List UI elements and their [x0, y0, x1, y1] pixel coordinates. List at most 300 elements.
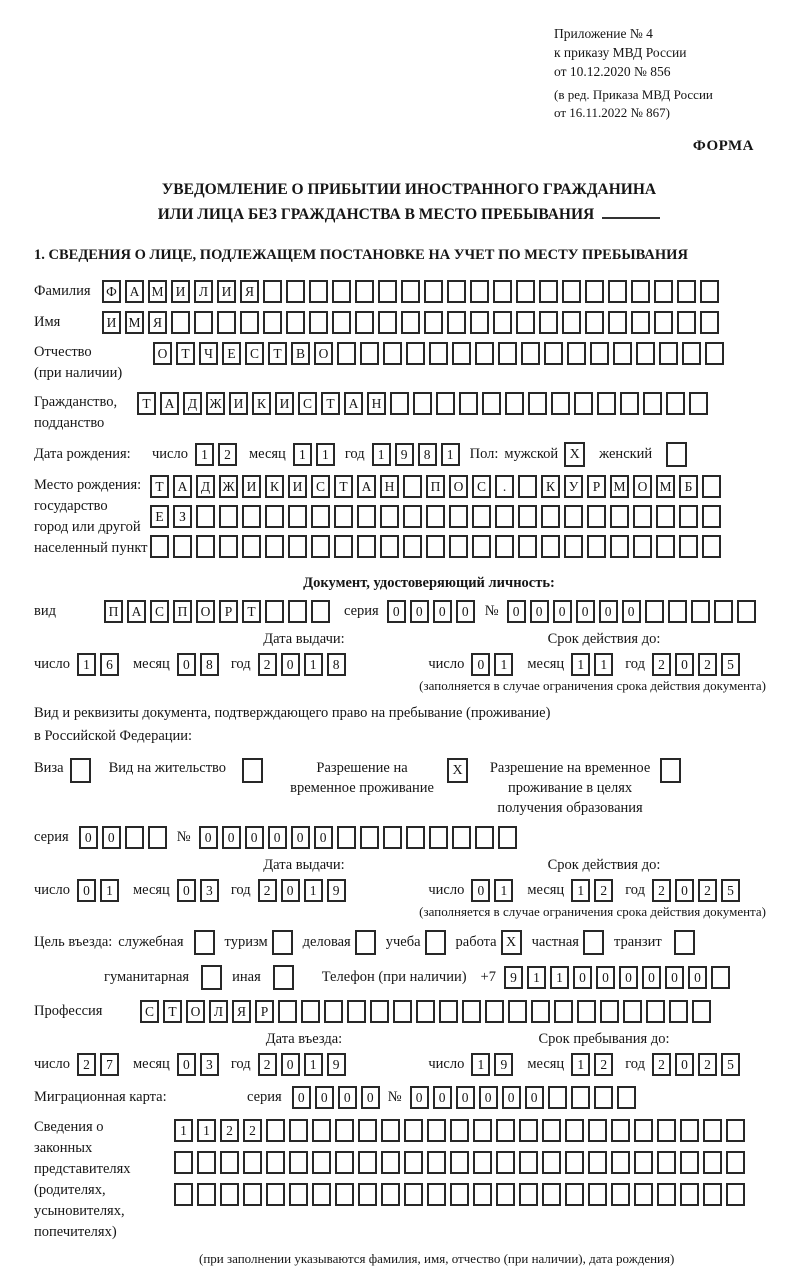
- char-box[interactable]: [436, 392, 455, 415]
- char-box[interactable]: Т: [268, 342, 287, 365]
- char-box[interactable]: [289, 1151, 308, 1174]
- char-box[interactable]: [220, 1151, 239, 1174]
- char-box[interactable]: [656, 505, 675, 528]
- char-box[interactable]: 1: [571, 653, 590, 676]
- char-box[interactable]: [406, 826, 425, 849]
- char-box[interactable]: [703, 1183, 722, 1206]
- char-box[interactable]: Л: [194, 280, 213, 303]
- char-box[interactable]: [677, 280, 696, 303]
- char-box[interactable]: И: [229, 392, 248, 415]
- char-box[interactable]: [309, 311, 328, 334]
- char-box[interactable]: 0: [79, 826, 98, 849]
- char-box[interactable]: [608, 280, 627, 303]
- char-box[interactable]: [562, 311, 581, 334]
- char-box[interactable]: [565, 1151, 584, 1174]
- char-box[interactable]: Е: [150, 505, 169, 528]
- char-box[interactable]: 2: [594, 1053, 613, 1076]
- char-box[interactable]: 0: [675, 653, 694, 676]
- char-box[interactable]: [240, 311, 259, 334]
- char-box[interactable]: [700, 311, 719, 334]
- char-box[interactable]: Ж: [219, 475, 238, 498]
- char-box[interactable]: [266, 1183, 285, 1206]
- char-box[interactable]: 2: [652, 1053, 671, 1076]
- char-box[interactable]: 1: [197, 1119, 216, 1142]
- char-box[interactable]: [611, 1119, 630, 1142]
- char-box[interactable]: [577, 1000, 596, 1023]
- char-box[interactable]: [539, 311, 558, 334]
- char-box[interactable]: [427, 1119, 446, 1142]
- char-box[interactable]: 0: [410, 600, 429, 623]
- char-box[interactable]: [450, 1183, 469, 1206]
- char-box[interactable]: [518, 535, 537, 558]
- char-box[interactable]: Т: [163, 1000, 182, 1023]
- char-box[interactable]: 1: [550, 966, 569, 989]
- char-box[interactable]: О: [196, 600, 215, 623]
- char-box[interactable]: [335, 1151, 354, 1174]
- char-box[interactable]: [266, 1119, 285, 1142]
- purpose-private-checkbox[interactable]: [583, 930, 604, 955]
- char-box[interactable]: [542, 1119, 561, 1142]
- char-box[interactable]: П: [426, 475, 445, 498]
- char-box[interactable]: [485, 1000, 504, 1023]
- char-box[interactable]: [381, 1151, 400, 1174]
- char-box[interactable]: С: [245, 342, 264, 365]
- char-box[interactable]: 1: [527, 966, 546, 989]
- char-box[interactable]: [337, 342, 356, 365]
- char-box[interactable]: 1: [293, 443, 312, 466]
- char-box[interactable]: [519, 1151, 538, 1174]
- char-box[interactable]: [324, 1000, 343, 1023]
- char-box[interactable]: 1: [471, 1053, 490, 1076]
- char-box[interactable]: Ч: [199, 342, 218, 365]
- char-box[interactable]: 3: [200, 1053, 219, 1076]
- char-box[interactable]: [390, 392, 409, 415]
- char-box[interactable]: [470, 311, 489, 334]
- char-box[interactable]: М: [610, 475, 629, 498]
- char-box[interactable]: 0: [665, 966, 684, 989]
- char-box[interactable]: [679, 535, 698, 558]
- char-box[interactable]: [470, 280, 489, 303]
- char-box[interactable]: [498, 826, 517, 849]
- char-box[interactable]: [516, 280, 535, 303]
- char-box[interactable]: Л: [209, 1000, 228, 1023]
- char-box[interactable]: [334, 535, 353, 558]
- char-box[interactable]: [265, 505, 284, 528]
- char-box[interactable]: [585, 280, 604, 303]
- char-box[interactable]: [311, 535, 330, 558]
- char-box[interactable]: [472, 505, 491, 528]
- char-box[interactable]: Р: [255, 1000, 274, 1023]
- char-box[interactable]: [355, 280, 374, 303]
- char-box[interactable]: [496, 1151, 515, 1174]
- char-box[interactable]: 0: [688, 966, 707, 989]
- purpose-transit-checkbox[interactable]: [674, 930, 695, 955]
- char-box[interactable]: [404, 1183, 423, 1206]
- char-box[interactable]: И: [171, 280, 190, 303]
- char-box[interactable]: [623, 1000, 642, 1023]
- char-box[interactable]: [347, 1000, 366, 1023]
- char-box[interactable]: 2: [218, 443, 237, 466]
- char-box[interactable]: [705, 342, 724, 365]
- char-box[interactable]: 0: [361, 1086, 380, 1109]
- char-box[interactable]: 0: [281, 653, 300, 676]
- char-box[interactable]: [403, 475, 422, 498]
- char-box[interactable]: [311, 505, 330, 528]
- char-box[interactable]: 0: [268, 826, 287, 849]
- char-box[interactable]: Я: [232, 1000, 251, 1023]
- char-box[interactable]: [633, 535, 652, 558]
- char-box[interactable]: Д: [183, 392, 202, 415]
- char-box[interactable]: Т: [334, 475, 353, 498]
- char-box[interactable]: [312, 1119, 331, 1142]
- char-box[interactable]: А: [125, 280, 144, 303]
- char-box[interactable]: 0: [456, 600, 475, 623]
- char-box[interactable]: [173, 535, 192, 558]
- char-box[interactable]: [634, 1119, 653, 1142]
- char-box[interactable]: 0: [675, 1053, 694, 1076]
- char-box[interactable]: [620, 392, 639, 415]
- char-box[interactable]: [610, 535, 629, 558]
- char-box[interactable]: О: [153, 342, 172, 365]
- char-box[interactable]: [197, 1183, 216, 1206]
- char-box[interactable]: [682, 342, 701, 365]
- char-box[interactable]: [332, 280, 351, 303]
- char-box[interactable]: [703, 1119, 722, 1142]
- char-box[interactable]: О: [633, 475, 652, 498]
- char-box[interactable]: [689, 392, 708, 415]
- char-box[interactable]: [174, 1183, 193, 1206]
- char-box[interactable]: И: [102, 311, 121, 334]
- char-box[interactable]: А: [357, 475, 376, 498]
- char-box[interactable]: [528, 392, 547, 415]
- char-box[interactable]: [656, 535, 675, 558]
- char-box[interactable]: [645, 600, 664, 623]
- char-box[interactable]: 8: [327, 653, 346, 676]
- char-box[interactable]: 0: [471, 653, 490, 676]
- char-box[interactable]: [677, 311, 696, 334]
- char-box[interactable]: [631, 311, 650, 334]
- char-box[interactable]: [611, 1183, 630, 1206]
- char-box[interactable]: [312, 1183, 331, 1206]
- char-box[interactable]: [242, 535, 261, 558]
- char-box[interactable]: [588, 1183, 607, 1206]
- char-box[interactable]: [266, 1151, 285, 1174]
- char-box[interactable]: 2: [258, 653, 277, 676]
- char-box[interactable]: [585, 311, 604, 334]
- char-box[interactable]: [617, 1086, 636, 1109]
- char-box[interactable]: [378, 311, 397, 334]
- char-box[interactable]: [654, 311, 673, 334]
- char-box[interactable]: С: [472, 475, 491, 498]
- char-box[interactable]: Я: [148, 311, 167, 334]
- char-box[interactable]: 2: [698, 653, 717, 676]
- char-box[interactable]: [289, 1183, 308, 1206]
- char-box[interactable]: Я: [240, 280, 259, 303]
- char-box[interactable]: 1: [372, 443, 391, 466]
- char-box[interactable]: [548, 1086, 567, 1109]
- char-box[interactable]: [495, 535, 514, 558]
- char-box[interactable]: [475, 826, 494, 849]
- char-box[interactable]: 0: [576, 600, 595, 623]
- char-box[interactable]: Б: [679, 475, 698, 498]
- char-box[interactable]: 0: [619, 966, 638, 989]
- residence-permit-checkbox[interactable]: [242, 758, 263, 783]
- char-box[interactable]: [643, 392, 662, 415]
- char-box[interactable]: [493, 280, 512, 303]
- char-box[interactable]: [544, 342, 563, 365]
- temp-residence-checkbox[interactable]: X: [447, 758, 468, 783]
- char-box[interactable]: 0: [507, 600, 526, 623]
- char-box[interactable]: К: [265, 475, 284, 498]
- char-box[interactable]: [587, 535, 606, 558]
- char-box[interactable]: 0: [410, 1086, 429, 1109]
- char-box[interactable]: [424, 280, 443, 303]
- sex-male-checkbox[interactable]: X: [564, 442, 585, 467]
- char-box[interactable]: [148, 826, 167, 849]
- char-box[interactable]: [714, 600, 733, 623]
- char-box[interactable]: [286, 311, 305, 334]
- char-box[interactable]: 0: [530, 600, 549, 623]
- temp-residence-education-checkbox[interactable]: [660, 758, 681, 783]
- char-box[interactable]: 0: [177, 1053, 196, 1076]
- char-box[interactable]: [196, 535, 215, 558]
- char-box[interactable]: [473, 1119, 492, 1142]
- char-box[interactable]: 0: [291, 826, 310, 849]
- char-box[interactable]: И: [288, 475, 307, 498]
- char-box[interactable]: 2: [652, 653, 671, 676]
- char-box[interactable]: [516, 311, 535, 334]
- char-box[interactable]: [449, 505, 468, 528]
- char-box[interactable]: [588, 1151, 607, 1174]
- char-box[interactable]: [335, 1119, 354, 1142]
- char-box[interactable]: [426, 535, 445, 558]
- char-box[interactable]: [518, 505, 537, 528]
- char-box[interactable]: [518, 475, 537, 498]
- char-box[interactable]: 0: [573, 966, 592, 989]
- char-box[interactable]: Т: [150, 475, 169, 498]
- char-box[interactable]: [242, 505, 261, 528]
- char-box[interactable]: М: [125, 311, 144, 334]
- char-box[interactable]: [332, 311, 351, 334]
- char-box[interactable]: [657, 1183, 676, 1206]
- char-box[interactable]: [531, 1000, 550, 1023]
- char-box[interactable]: [383, 342, 402, 365]
- char-box[interactable]: [125, 826, 144, 849]
- char-box[interactable]: [452, 342, 471, 365]
- char-box[interactable]: Ф: [102, 280, 121, 303]
- char-box[interactable]: [691, 600, 710, 623]
- char-box[interactable]: [450, 1119, 469, 1142]
- purpose-official-checkbox[interactable]: [194, 930, 215, 955]
- char-box[interactable]: 0: [525, 1086, 544, 1109]
- char-box[interactable]: 0: [315, 1086, 334, 1109]
- char-box[interactable]: [413, 392, 432, 415]
- char-box[interactable]: Е: [222, 342, 241, 365]
- purpose-study-checkbox[interactable]: [425, 930, 446, 955]
- char-box[interactable]: 0: [177, 879, 196, 902]
- char-box[interactable]: [668, 600, 687, 623]
- purpose-business-checkbox[interactable]: [355, 930, 376, 955]
- char-box[interactable]: 1: [195, 443, 214, 466]
- char-box[interactable]: 2: [243, 1119, 262, 1142]
- char-box[interactable]: [263, 280, 282, 303]
- char-box[interactable]: [542, 1183, 561, 1206]
- char-box[interactable]: [634, 1151, 653, 1174]
- char-box[interactable]: 0: [433, 600, 452, 623]
- char-box[interactable]: 0: [338, 1086, 357, 1109]
- char-box[interactable]: [594, 1086, 613, 1109]
- char-box[interactable]: [611, 1151, 630, 1174]
- char-box[interactable]: [587, 505, 606, 528]
- char-box[interactable]: [393, 1000, 412, 1023]
- char-box[interactable]: 0: [596, 966, 615, 989]
- char-box[interactable]: [171, 311, 190, 334]
- char-box[interactable]: [654, 280, 673, 303]
- char-box[interactable]: [309, 280, 328, 303]
- visa-checkbox[interactable]: [70, 758, 91, 783]
- char-box[interactable]: П: [104, 600, 123, 623]
- char-box[interactable]: [636, 342, 655, 365]
- char-box[interactable]: К: [541, 475, 560, 498]
- char-box[interactable]: 1: [571, 879, 590, 902]
- char-box[interactable]: 1: [304, 653, 323, 676]
- char-box[interactable]: 1: [494, 653, 513, 676]
- char-box[interactable]: 2: [258, 879, 277, 902]
- char-box[interactable]: [680, 1119, 699, 1142]
- char-box[interactable]: [381, 1183, 400, 1206]
- char-box[interactable]: [493, 311, 512, 334]
- char-box[interactable]: Р: [587, 475, 606, 498]
- char-box[interactable]: С: [140, 1000, 159, 1023]
- char-box[interactable]: [381, 1119, 400, 1142]
- char-box[interactable]: [288, 535, 307, 558]
- char-box[interactable]: 2: [77, 1053, 96, 1076]
- char-box[interactable]: [692, 1000, 711, 1023]
- char-box[interactable]: [680, 1183, 699, 1206]
- char-box[interactable]: [475, 342, 494, 365]
- char-box[interactable]: [450, 1151, 469, 1174]
- char-box[interactable]: И: [217, 280, 236, 303]
- char-box[interactable]: [539, 280, 558, 303]
- char-box[interactable]: 0: [245, 826, 264, 849]
- char-box[interactable]: 0: [281, 1053, 300, 1076]
- char-box[interactable]: [610, 505, 629, 528]
- char-box[interactable]: [565, 1183, 584, 1206]
- char-box[interactable]: [358, 1151, 377, 1174]
- char-box[interactable]: [289, 1119, 308, 1142]
- char-box[interactable]: 0: [456, 1086, 475, 1109]
- char-box[interactable]: [631, 280, 650, 303]
- char-box[interactable]: [679, 505, 698, 528]
- char-box[interactable]: 1: [77, 653, 96, 676]
- char-box[interactable]: Т: [137, 392, 156, 415]
- char-box[interactable]: [597, 392, 616, 415]
- char-box[interactable]: 1: [174, 1119, 193, 1142]
- char-box[interactable]: С: [150, 600, 169, 623]
- char-box[interactable]: [278, 1000, 297, 1023]
- char-box[interactable]: 1: [441, 443, 460, 466]
- char-box[interactable]: [360, 342, 379, 365]
- char-box[interactable]: [288, 505, 307, 528]
- char-box[interactable]: 1: [571, 1053, 590, 1076]
- char-box[interactable]: 0: [502, 1086, 521, 1109]
- char-box[interactable]: [196, 505, 215, 528]
- char-box[interactable]: [380, 535, 399, 558]
- char-box[interactable]: [334, 505, 353, 528]
- char-box[interactable]: [301, 1000, 320, 1023]
- char-box[interactable]: [449, 535, 468, 558]
- char-box[interactable]: [564, 535, 583, 558]
- char-box[interactable]: 9: [327, 879, 346, 902]
- char-box[interactable]: З: [173, 505, 192, 528]
- char-box[interactable]: [567, 342, 586, 365]
- char-box[interactable]: [447, 280, 466, 303]
- char-box[interactable]: [542, 1151, 561, 1174]
- char-box[interactable]: [473, 1183, 492, 1206]
- char-box[interactable]: 0: [177, 653, 196, 676]
- char-box[interactable]: Ж: [206, 392, 225, 415]
- char-box[interactable]: В: [291, 342, 310, 365]
- char-box[interactable]: 0: [314, 826, 333, 849]
- char-box[interactable]: [150, 535, 169, 558]
- char-box[interactable]: [427, 1183, 446, 1206]
- char-box[interactable]: 9: [395, 443, 414, 466]
- char-box[interactable]: [378, 280, 397, 303]
- char-box[interactable]: [646, 1000, 665, 1023]
- char-box[interactable]: О: [186, 1000, 205, 1023]
- char-box[interactable]: [459, 392, 478, 415]
- char-box[interactable]: [357, 535, 376, 558]
- char-box[interactable]: 1: [100, 879, 119, 902]
- char-box[interactable]: Т: [176, 342, 195, 365]
- char-box[interactable]: А: [160, 392, 179, 415]
- char-box[interactable]: [403, 535, 422, 558]
- char-box[interactable]: [452, 826, 471, 849]
- char-box[interactable]: [519, 1183, 538, 1206]
- char-box[interactable]: [571, 1086, 590, 1109]
- char-box[interactable]: 0: [387, 600, 406, 623]
- char-box[interactable]: И: [242, 475, 261, 498]
- char-box[interactable]: [482, 392, 501, 415]
- char-box[interactable]: [426, 505, 445, 528]
- char-box[interactable]: 5: [721, 653, 740, 676]
- char-box[interactable]: [737, 600, 756, 623]
- char-box[interactable]: [505, 392, 524, 415]
- char-box[interactable]: [462, 1000, 481, 1023]
- char-box[interactable]: 0: [471, 879, 490, 902]
- char-box[interactable]: 6: [100, 653, 119, 676]
- char-box[interactable]: [613, 342, 632, 365]
- char-box[interactable]: [600, 1000, 619, 1023]
- char-box[interactable]: 0: [433, 1086, 452, 1109]
- char-box[interactable]: 1: [594, 653, 613, 676]
- char-box[interactable]: 9: [327, 1053, 346, 1076]
- char-box[interactable]: [551, 392, 570, 415]
- char-box[interactable]: [554, 1000, 573, 1023]
- char-box[interactable]: 2: [258, 1053, 277, 1076]
- char-box[interactable]: [608, 311, 627, 334]
- char-box[interactable]: Н: [380, 475, 399, 498]
- char-box[interactable]: [588, 1119, 607, 1142]
- char-box[interactable]: 1: [304, 1053, 323, 1076]
- char-box[interactable]: [680, 1151, 699, 1174]
- char-box[interactable]: [383, 826, 402, 849]
- purpose-tourism-checkbox[interactable]: [272, 930, 293, 955]
- char-box[interactable]: [496, 1119, 515, 1142]
- char-box[interactable]: 0: [281, 879, 300, 902]
- char-box[interactable]: [380, 505, 399, 528]
- char-box[interactable]: [496, 1183, 515, 1206]
